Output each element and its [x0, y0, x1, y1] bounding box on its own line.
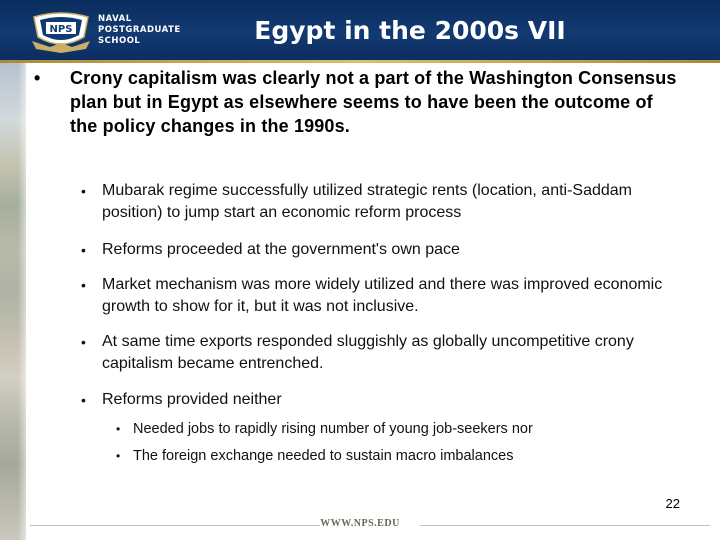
sub-sub-bullet-text: Needed jobs to rapidly rising number of young job-seekers nor — [133, 421, 533, 437]
sub-bullet — [81, 331, 692, 375]
logo-line-postgraduate: POSTGRADUATE — [98, 24, 181, 35]
sub-sub-bullet — [116, 419, 693, 439]
footer-url: WWW.NPS.EDU — [320, 518, 400, 529]
sub-bullet-text: At same time exports responded sluggishly as globally uncompetitive crony capitalism became entrenched. — [102, 333, 634, 372]
seal-text: NPS — [49, 24, 73, 35]
main-bullet-text: Crony capitalism was clearly not a part of the Washington Consensus plan but in Egypt as elsewhere seems to have been the outcome of the policy changes in the 1990s. — [70, 68, 677, 136]
bullet-icon: • — [81, 334, 86, 350]
nps-seal-icon — [30, 7, 92, 53]
sub-bullet — [81, 389, 692, 411]
sub-bullet — [81, 239, 692, 261]
page-number: 22 — [665, 496, 680, 511]
slide-title: Egypt in the 2000s VII — [254, 16, 566, 45]
bullet-icon: • — [81, 277, 86, 293]
campus-photo-fade — [18, 0, 34, 540]
main-bullet — [34, 66, 685, 138]
bullet-icon: • — [34, 68, 41, 88]
sub-bullet-text: Reforms provided neither — [102, 391, 282, 408]
slide-header — [0, 0, 720, 60]
bullet-icon: • — [116, 422, 121, 436]
sub-bullet — [81, 274, 692, 318]
sub-bullet-text: Mubarak regime successfully utilized strategic rents (location, anti-Saddam position) to jump start an economic reform process — [102, 182, 633, 221]
sub-sub-bullet — [116, 446, 693, 466]
logo-line-school: SCHOOL — [98, 35, 141, 46]
sub-bullet-text: Reforms proceeded at the government's own pace — [102, 241, 460, 258]
bullet-icon: • — [116, 449, 121, 463]
sub-bullet — [81, 180, 692, 224]
bullet-icon: • — [81, 183, 86, 199]
header-gold-rule — [0, 60, 720, 63]
sub-sub-bullet-text: The foreign exchange needed to sustain macro imbalances — [133, 448, 514, 464]
bullet-icon: • — [81, 242, 86, 258]
logo-wordmark — [98, 14, 181, 47]
sub-bullet-text: Market mechanism was more widely utilized and there was improved economic growth to show for it, but it was not inclusive. — [102, 276, 663, 315]
bullet-icon: • — [81, 392, 86, 408]
logo-line-naval: NAVAL — [98, 13, 132, 24]
nps-logo — [30, 7, 180, 53]
